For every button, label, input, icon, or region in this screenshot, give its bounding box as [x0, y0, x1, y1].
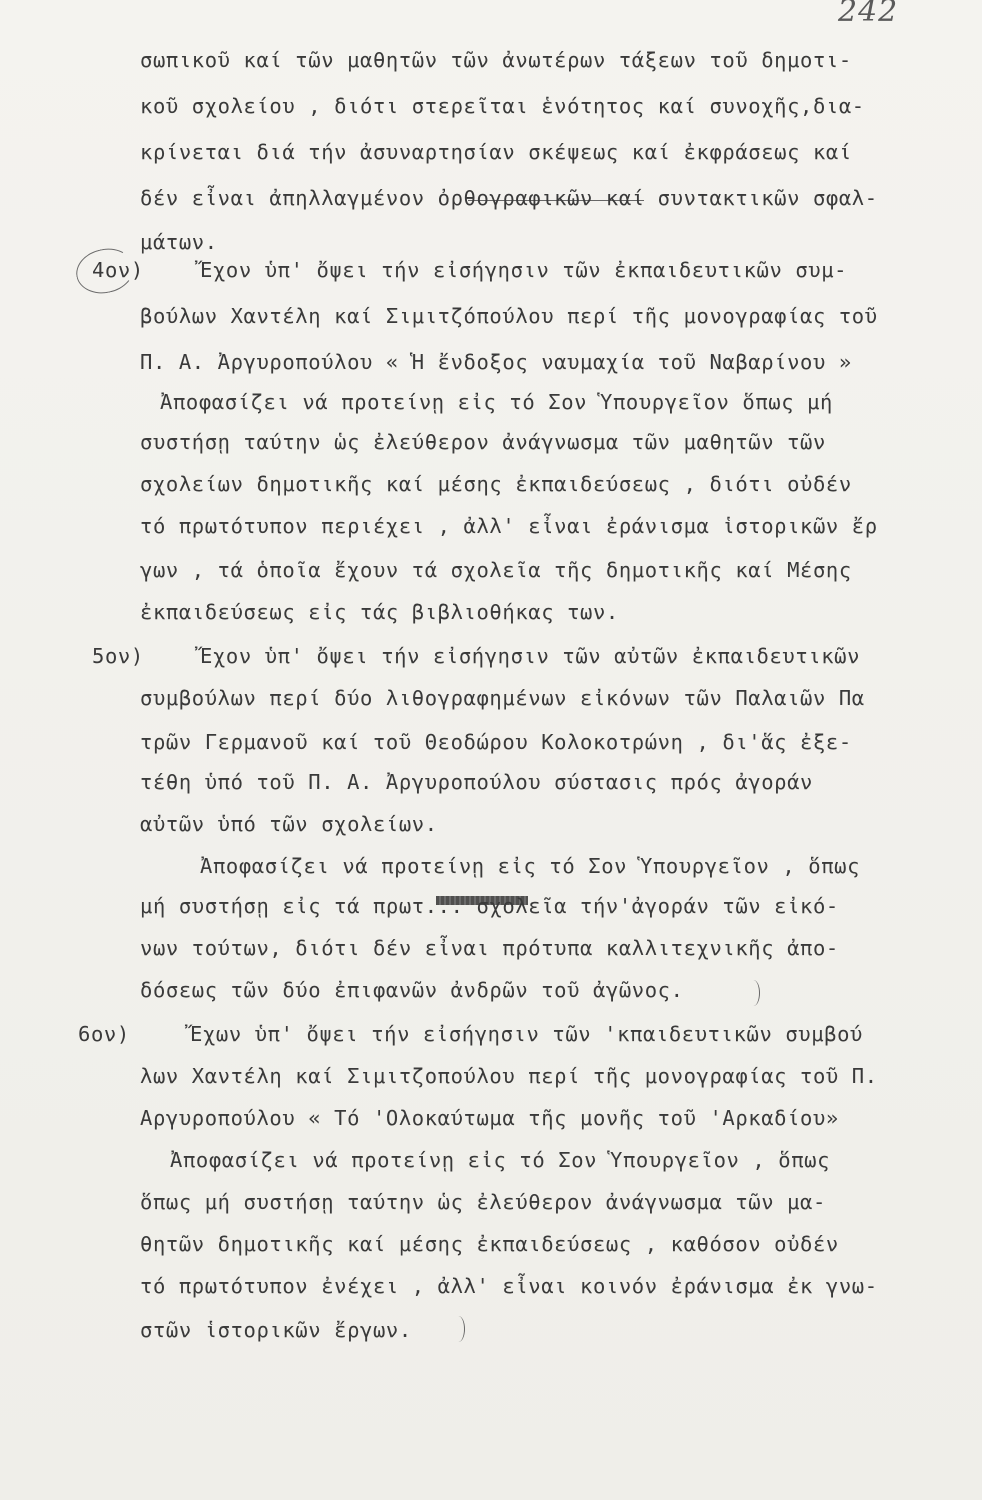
line-text: μή συστήσῃ εἰς τά πρωτ... σχολεῖα τήν'ἀγοράν τῶν εἰκό-	[140, 894, 839, 918]
item-number-label: 4ον)	[92, 258, 144, 282]
line-text: νων τούτων, διότι δέν εἶναι πρότυπα καλλιτεχνικῆς ἀπο-	[140, 936, 839, 960]
text-line	[0, 506, 982, 546]
line-text: Ἀποφασίζει νά προτείνῃ εἰς τό Σον Ὑπουργεῖον , ὅπως	[170, 1148, 831, 1172]
line-text: δέν εἶναι ἀπηλλαγμένον ὀρθογραφικῶν καί συντακτικῶν σφαλ-	[140, 186, 878, 210]
text-line	[0, 132, 982, 172]
page-number: 242	[838, 0, 899, 29]
line-text: σχολείων δημοτικῆς καί μέσης ἐκπαιδεύσεως , διότι οὐδέν	[140, 472, 852, 496]
text-line	[0, 464, 982, 504]
line-text: στῶν ἱστορικῶν ἔργων.	[140, 1318, 412, 1342]
line-text: τό πρωτότυπον περιέχει , ἀλλ' εἶναι ἐράνισμα ἱστορικῶν ἔρ	[140, 514, 878, 538]
line-text: τρῶν Γερμανοῦ καί τοῦ Θεοδώρου Κολοκοτρώνη , δι'ἅς ἐξε-	[140, 730, 852, 754]
text-line	[0, 804, 982, 844]
text-line	[0, 592, 982, 632]
line-text: Π. Α. Ἀργυροπούλου « Ἡ ἔνδοξος ναυμαχία τοῦ Ναβαρίνου »	[140, 350, 852, 374]
line-text: θητῶν δημοτικῆς καί μέσης ἐκπαιδεύσεως , καθόσον οὐδέν	[140, 1232, 839, 1256]
line-text: ἐκπαιδεύσεως εἰς τάς βιβλιοθήκας των.	[140, 600, 619, 624]
line-text: μάτων.	[140, 230, 218, 254]
line-text: Ἔχον ὑπ' ὄψει τήν εἰσήγησιν τῶν ἐκπαιδευτικῶν συμ-	[200, 258, 848, 282]
text-line	[0, 1182, 982, 1222]
line-text: κοῦ σχολείου , διότι στερεῖται ἑνότητος καί συνοχῆς,δια-	[140, 94, 865, 118]
text-line	[0, 928, 982, 968]
text-line	[0, 342, 982, 382]
text-line	[0, 250, 982, 290]
line-text: γων , τά ὁποῖα ἔχουν τά σχολεῖα τῆς δημοτικῆς καί Μέσης	[140, 558, 852, 582]
text-line	[0, 1014, 982, 1054]
text-line	[0, 886, 982, 926]
line-text: κρίνεται διά τήν ἀσυναρτησίαν σκέψεως καί ἐκφράσεως καί	[140, 140, 852, 164]
line-text: Ἀποφασίζει νά προτείνῃ εἰς τό Σον Ὑπουργεῖον , ὅπως	[200, 854, 861, 878]
line-text: Ἔχον ὑπ' ὄψει τήν εἰσήγησιν τῶν αὐτῶν ἐκπαιδευτικῶν	[200, 644, 861, 668]
text-line	[0, 382, 982, 422]
line-text: σωπικοῦ καί τῶν μαθητῶν τῶν ἀνωτέρων τάξεων τοῦ δημοτι-	[140, 48, 852, 72]
text-line	[0, 678, 982, 718]
text-line	[0, 1098, 982, 1138]
text-line	[0, 86, 982, 126]
line-text: Ἀποφασίζει νά προτείνῃ εἰς τό Σον Ὑπουργεῖον ὅπως μή	[160, 390, 833, 414]
text-line	[0, 636, 982, 676]
line-text: τό πρωτότυπον ἐνέχει , ἀλλ' εἶναι κοινόν ἐράνισμα ἐκ γνω-	[140, 1274, 878, 1298]
item-number-label: 5ον)	[92, 644, 144, 668]
line-text: συμβούλων περί δύο λιθογραφημένων εἰκόνων τῶν Παλαιῶν Πα	[140, 686, 865, 710]
line-text: ὅπως μή συστήσῃ ταύτην ὡς ἐλεύθερον ἀνάγνωσμα τῶν μα-	[140, 1190, 826, 1214]
line-text: λων Χαντέλη καί Σιμιτζοπούλου περί τῆς μονογραφίας τοῦ Π.	[140, 1064, 878, 1088]
text-line	[0, 40, 982, 80]
text-line	[0, 762, 982, 802]
line-text: Ἔχων ὑπ' ὄψει τήν εἰσήγησιν τῶν 'κπαιδευτικῶν συμβού	[190, 1022, 863, 1046]
text-line	[0, 550, 982, 590]
line-text: συστήσῃ ταύτην ὡς ἐλεύθερον ἀνάγνωσμα τῶν μαθητῶν τῶν	[140, 430, 826, 454]
line-text: βούλων Χαντέλη καί Σιμιτζόπούλου περί τῆς μονογραφίας τοῦ	[140, 304, 878, 328]
line-text: Αργυροπούλου « Τό 'Ολοκαύτωμα τῆς μονῆς τοῦ 'Αρκαδίου»	[140, 1106, 839, 1130]
text-line	[0, 722, 982, 762]
text-line	[0, 1056, 982, 1096]
text-line	[0, 296, 982, 336]
line-text: αὐτῶν ὑπό τῶν σχολείων.	[140, 812, 438, 836]
text-line	[0, 1266, 982, 1306]
text-line	[0, 178, 982, 218]
line-text: τέθη ὑπό τοῦ Π. Α. Ἀργυροπούλου σύστασις πρός ἀγοράν	[140, 770, 813, 794]
text-line	[0, 422, 982, 462]
text-line	[0, 970, 982, 1010]
text-line	[0, 846, 982, 886]
text-line	[0, 1310, 982, 1350]
item-number-label: 6ον)	[78, 1022, 130, 1046]
text-line	[0, 1224, 982, 1264]
text-line	[0, 1140, 982, 1180]
line-text: δόσεως τῶν δύο ἐπιφανῶν ἀνδρῶν τοῦ ἀγῶνος.	[140, 978, 684, 1002]
